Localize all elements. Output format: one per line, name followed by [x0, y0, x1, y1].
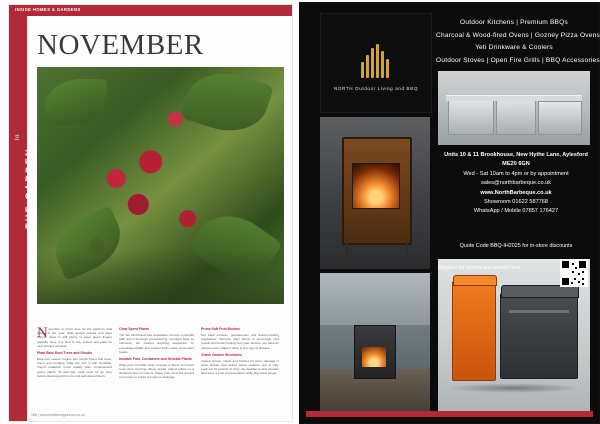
- wood-burning-stove-photo: [320, 117, 430, 269]
- subheading: Check Garden Structures: [201, 352, 242, 357]
- kitchen-unit: [448, 99, 494, 135]
- subheading: Plant Bare-Root Trees and Shrubs: [37, 351, 93, 356]
- subheading: Insulate Pots, Containers and Delicate Plants: [119, 356, 192, 361]
- drop-cap: N: [37, 325, 48, 341]
- stove-fire-glass: [352, 163, 400, 209]
- whatsapp-mobile[interactable]: WhatsApp / Mobile 07857 176427: [473, 208, 559, 215]
- flame-bars-logo-icon: [359, 44, 393, 78]
- kitchen-worktop: [446, 95, 582, 101]
- bbq-lid: [453, 275, 497, 286]
- kitchen-unit: [496, 97, 536, 135]
- page-title: NOVEMBER: [37, 29, 204, 61]
- raspberry-photo: [37, 67, 284, 304]
- advert-headline-line: Outdoor Kitchens | Premium BBQs: [460, 19, 568, 26]
- register-events-line: Register for demos and events here: [438, 265, 521, 271]
- body-paragraph: Wrap pots in bubble wrap, hessian or fleece to protect roots from freezing. Move tender potted plants to a sheltered spot or indoors. Raise pots off of the ground on pot feet or bricks to improve drainage.: [119, 362, 194, 380]
- section-tab-label: THE GARDEN...: [24, 133, 34, 229]
- outdoor-kitchen-photo: [438, 71, 590, 145]
- section-tab: [9, 16, 34, 421]
- body-column-1: [37, 327, 112, 381]
- left-editorial-page: [0, 0, 295, 424]
- patio-fire-photo: [320, 273, 430, 415]
- body-paragraph: Inspect fences, sheds and trellises for storm damage or wear. Repair now before winter weather sets in fully. Look out for periods of crisp, dry weather to give wooden structures a coat of preservative while they have longer.: [201, 358, 279, 376]
- page-header-bar: [9, 5, 292, 16]
- address-postcode: ME20 6GN: [502, 161, 530, 168]
- body-column-2: [119, 327, 194, 383]
- stove-legs: [346, 241, 408, 257]
- photo-gradient: [37, 250, 284, 304]
- patio-wall: [320, 273, 430, 325]
- opening-hours: Wed - Sat 10am to 4pm or by appointment: [463, 170, 569, 177]
- leaf-shape: [45, 79, 107, 125]
- advert-contact-block: [438, 151, 594, 217]
- body-paragraph: Bare-root season begins this month. Plant fruit trees, roses and hedging while the soil is still workable. They'll establish more readily than containerised grown plants. To add bite, soak roots for an hour before planting and firm the soil well around them.: [37, 356, 112, 378]
- discount-code-line: Quote Code BBQ-IH2025 for in-store discounts: [459, 243, 573, 249]
- advert-headline-line: Outdoor Stoves | Open Fire Grills | BBQ Accessories: [436, 56, 600, 64]
- bbq-vent: [509, 310, 569, 313]
- left-page-content: [8, 4, 293, 422]
- advert-headline-line: Yeti Drinkware & Coolers: [475, 44, 553, 51]
- body-paragraph: ovember is prime time for the garden's final dance of the year. With growth slowed and days shorter, there is still plenty to keep green fingers gainfully busy. It is time to tidy, protect and plant for next spring's success.: [37, 327, 112, 348]
- photo-shadow: [446, 383, 582, 393]
- qr-code[interactable]: [560, 259, 588, 287]
- address-line: Units 10 & 11 Brookhouse, New Hythe Lane, Aylesford: [444, 152, 588, 158]
- right-advert-page: [299, 2, 600, 424]
- body-paragraph: You can still lift and sow vegetables: remove a plentiful path and a thorough overwintering. Compost beds by mid-level, but cleared anything deepened. To encourage wildlife and support birds, leave some seed heads.: [119, 332, 194, 354]
- section-tab-sublabel: In: [15, 133, 21, 141]
- orange-bbq: [452, 281, 496, 381]
- body-paragraph: Cut back currants, gooseberries and autumn-fruiting raspberries. Remove older stems to encourage new growth and better fruiting next year. Ensure you have an obvious open shape if there is any sign of disease.: [201, 332, 279, 350]
- subheading: Prune Soft Fruit Bushes: [201, 327, 240, 331]
- patio-flame: [362, 347, 386, 367]
- advert-headlines: [436, 17, 600, 67]
- brand-logo-block: [320, 13, 432, 113]
- email-link[interactable]: sales@northbarbeque.co.uk: [480, 180, 552, 187]
- advert-bottom-band: [306, 411, 593, 417]
- website-link[interactable]: www.NorthBarbeque.co.uk: [480, 189, 552, 196]
- body-column-3: [201, 327, 279, 378]
- kitchen-unit: [538, 101, 582, 135]
- page-kicker: INSIDE HOMES & GARDENS: [15, 7, 81, 12]
- grey-bbq: [500, 293, 578, 379]
- subheading: Clear Spent Plants: [119, 327, 149, 331]
- page-folio: 186 | www.insidemagazines.co.uk: [31, 413, 85, 417]
- advert-content: [306, 9, 600, 417]
- advert-headline-line: Charcoal & Wood-fired Ovens | Gozney Pizza Ovens: [436, 31, 600, 39]
- leaf-shape: [180, 62, 274, 142]
- brand-logo-text: NORTH Outdoor Living and BBQ: [333, 86, 419, 91]
- showroom-phone[interactable]: Showroom 01622 587768: [483, 199, 549, 206]
